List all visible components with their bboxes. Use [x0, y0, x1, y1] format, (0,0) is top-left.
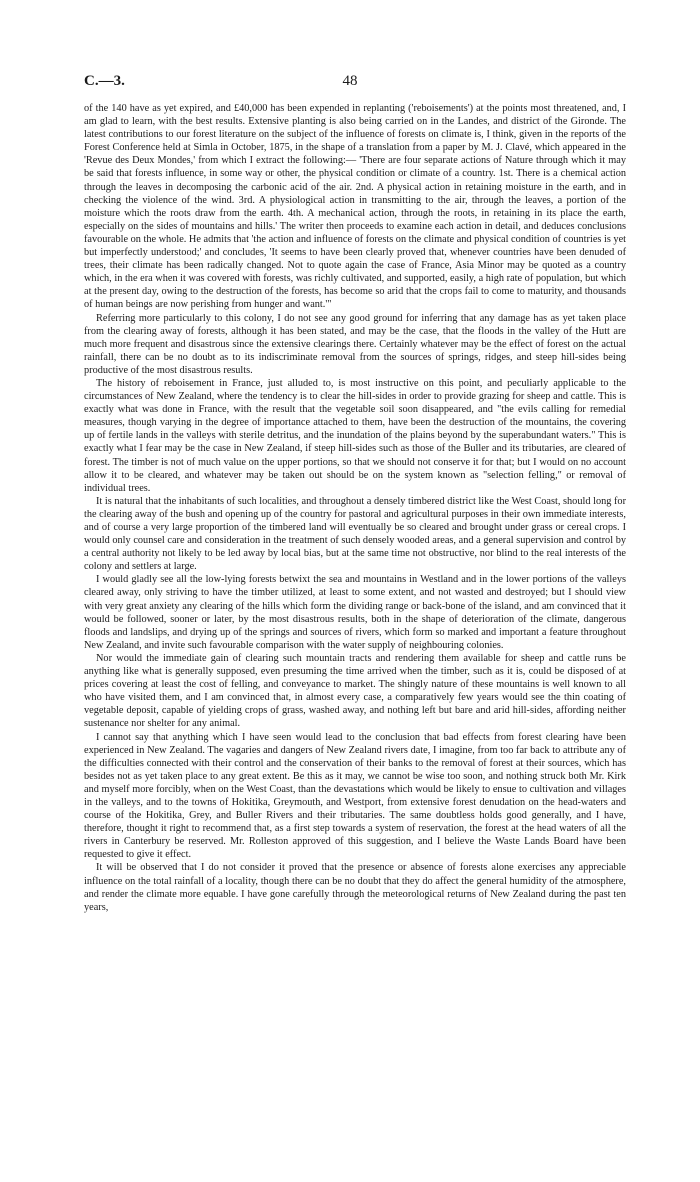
paragraph: It will be observed that I do not consider it proved that the presence or absence of forests alone exercises any appreciable influence on the total rainfall of a locality, though there can be no doubt that they do affect the general humidity of the atmosphere, and render the climate more equable. I have gone carefully through the meteorological returns of New Zealand during the past ten years, [84, 862, 626, 913]
document-reference: C.—3. [84, 73, 125, 89]
body-text [84, 102, 626, 914]
paragraph: It is natural that the inhabitants of such localities, and throughout a densely timbered district like the West Coast, should long for the clearing away of the bush and opening up of the country for pastoral and agricultural purposes in their own immediate interests, and of course a very large proportion of the timbered land will eventually be so cleared and brought under grass or cereal crops. I would only counsel care and consideration in the treatment of such densely wooded areas, and a general supervision and control by a central authority not likely to be led away by local bias, but at the same time not obstructive, nor blind to the real interests of the colony and settlers at large. [84, 495, 626, 573]
paragraph: Nor would the immediate gain of clearing such mountain tracts and rendering them available for sheep and cattle runs be anything like what is generally supposed, even presuming the time arrived when the timber, such as it is, could be disposed of at prices covering at least the cost of felling, and conveyance to market. The shingly nature of these mountains is well known to all who have visited them, and I am convinced that, in almost every case, a comparatively few years would see the thin coating of vegetable deposit, capable of yielding crops of grass, washed away, and nothing left but bare and arid hill-sides, affording neither sustenance nor shelter for any animal. [84, 652, 626, 730]
page-header [84, 73, 616, 95]
paragraph: The history of reboisement in France, just alluded to, is most instructive on this point, and peculiarly applicable to the circumstances of New Zealand, where the tendency is to clear the hill-sides in order to provide grazing for sheep and cattle. This is exactly what was done in France, with the result that the vegetable soil soon disappeared, and "the evils calling for remedial measures, though varying in the degree of importance attached to them, have been the destruction of the mountains, the covering up of fertile lands in the valleys with sterile detritus, and the inundation of the plains beyond by the superabundant waters." This is exactly what I fear may be the case in New Zealand, if steep hill-sides such as those of the Buller and its tributaries, are cleared of forest. The timber is not of much value on the upper portions, so that we should not conserve it for that; but I would on no account allow it to be cleared, and whatever may be taken out should be on the system known as "selection felling," or removal of individual trees. [84, 377, 626, 494]
paragraph: I cannot say that anything which I have seen would lead to the conclusion that bad effects from forest clearing have been experienced in New Zealand. The vagaries and dangers of New Zealand rivers date, I imagine, from too far back to attribute any of the difficulties connected with their control and the conservation of their banks to the removal of forest at their sources, which has besides not as yet taken place to any great extent. Be this as it may, we cannot be wise too soon, and nothing struck both Mr. Kirk and myself more forcibly, when on the West Coast, than the devastations which would be likely to ensue to cultivation and villages in the valleys, and to the towns of Hokitika, Greymouth, and Westport, from extensive forest denudation on the head-waters and course of the Hokitika, Grey, and Buller Rivers and their tributaries. The same doubtless holds good generally, and I have, therefore, thought it right to recommend that, as a first step towards a system of reservation, the forest at the head waters of all the rivers in Canterbury be reserved. Mr. Rolleston approved of this suggestion, and I believe the Waste Lands Board have been requested to give it effect. [84, 731, 626, 861]
page-number: 48 [342, 73, 358, 89]
paragraph: I would gladly see all the low-lying forests betwixt the sea and mountains in Westland and in the lower portions of the valleys cleared away, only striving to have the timber utilized, at least to some extent, and not wasted and destroyed; but I should view with very great anxiety any clearing of the hills which form the dividing range or back-bone of the island, and am convinced that it would be followed, sooner or later, by the most disastrous results, both in the shape of deterioration of the climate, dangerous floods and landslips, and drying up of the springs and sources of rivers, which form so marked and important a feature throughout New Zealand, and invite such favourable comparison with the water supply of neighbouring colonies. [84, 574, 626, 651]
paragraph: of the 140 have as yet expired, and £40,000 has been expended in replanting ('reboisements') at the points most threatened, and, I am glad to learn, with the best results. Extensive planting is also being carried on in the Landes, and district of the Gironde. The latest contributions to our forest literature on the subject of the influence of forests on climate is, I think, given in the reports of the Forest Conference held at Simla in October, 1875, in the shape of a translation from a paper by M. J. Clavé, which appeared in the 'Revue des Deux Mondes,' from which I extract the following:— 'There are four separate actions of Nature through which it may be said that forests influence, in some way or other, the physical condition or climate of a country. 1st. There is a chemical action through the leaves in decomposing the carbonic acid of the air. 2nd. A physical action in retaining moisture in the earth, and in checking the violence of the wind. 3rd. A physiological action in transmitting to the air, through the leaves, a portion of the moisture which the roots draw from the earth. 4th. A mechanical action, through the roots, in retaining in its place the earth, especially on the sides of mountains and hills.' The writer then proceeds to examine each action in detail, and deduces conclusions favourable on the whole. He admits that 'the action and influence of forests on the climate and physical condition of countries is yet but imperfectly understood;' and concludes, 'It seems to have been clearly proved that, whenever countries have been denuded of trees, their climate has been radically changed. Not to quote again the case of France, Asia Minor may be quoted as a country which, in the era when it was covered with forests, was richly cultivated, and supported, easily, a high rate of population, but which at the present day, owing to the destruction of the forests, has become so arid that the crops fail to come to maturity, and thousands of human beings are now perishing from hunger and want.'" [84, 103, 626, 311]
paragraph: Referring more particularly to this colony, I do not see any good ground for inferring that any damage has as yet taken place from the clearing away of forests, although it has been stated, and may be the case, that the floods in the valley of the Hutt are much more frequent and disastrous since the extensive clearings there. Certainly whatever may be the effect of forest on the actual rainfall, there can be no doubt as to its indiscriminate removal from the sources of springs, ridges, and steep hill-sides being productive of the most disastrous results. [84, 312, 626, 376]
